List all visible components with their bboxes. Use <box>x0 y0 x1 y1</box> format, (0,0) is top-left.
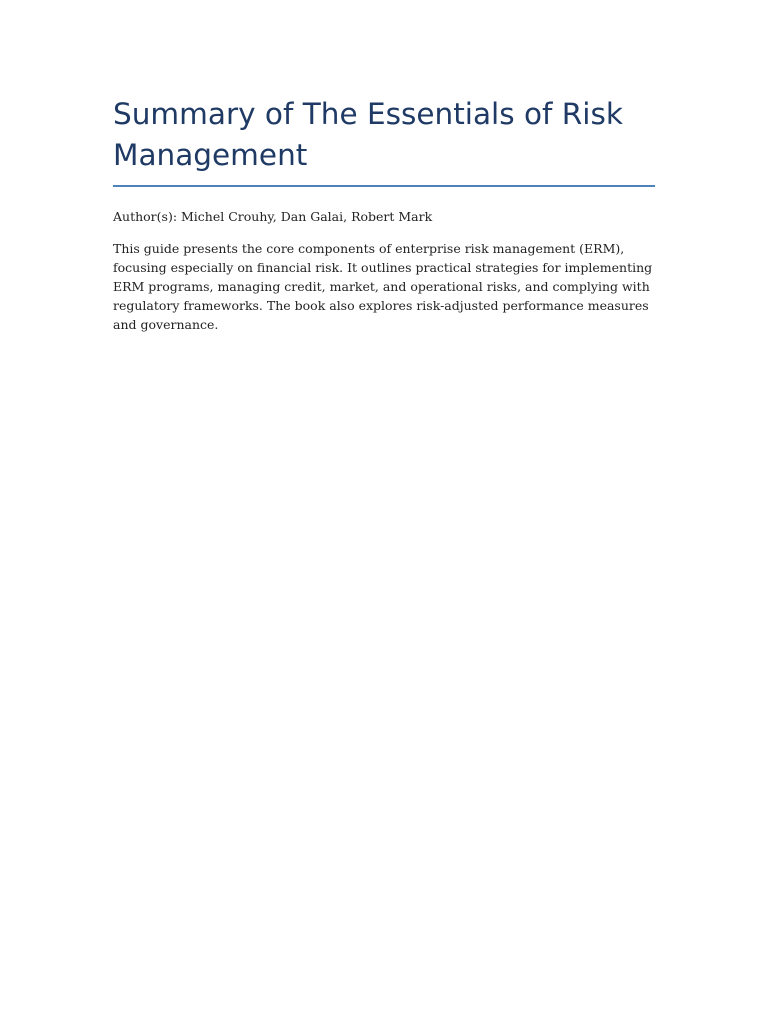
summary-paragraph: This guide presents the core components of enterprise risk management (ERM), focusing especially on financial risk. It outlines practical strategies for implementing ERM programs, managing credit, market, and operational risks, and complying with regulatory frameworks. The book also explores risk-adjusted performance measures and governance. <box>113 241 653 332</box>
document-title: Summary of The Essentials of Risk Management <box>113 94 655 187</box>
authors-line: Author(s): Michel Crouhy, Dan Galai, Robert Mark <box>113 209 433 224</box>
document-content <box>113 94 655 334</box>
